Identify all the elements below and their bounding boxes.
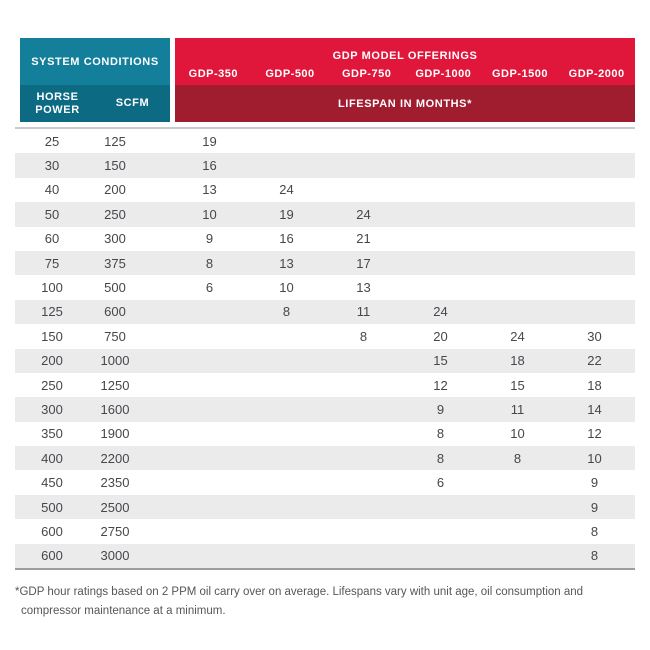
- table-row: [15, 300, 635, 324]
- horsepower-cell: 200: [41, 353, 63, 369]
- table-row: [15, 349, 635, 373]
- scfm-cell: 1250: [100, 377, 130, 393]
- table-row: [15, 397, 635, 421]
- lifespan-cell: 13: [356, 280, 371, 296]
- scfm-cell: 150: [104, 158, 126, 174]
- scfm-cell: 2500: [100, 499, 130, 515]
- table-row: [15, 324, 635, 348]
- model-column-header: GDP-1500: [492, 68, 548, 80]
- lifespan-cell: 9: [590, 475, 599, 491]
- lifespan-cell: 24: [510, 328, 525, 344]
- horsepower-cell: 400: [41, 450, 63, 466]
- table-row: [15, 129, 635, 153]
- horsepower-cell: 40: [44, 182, 60, 198]
- horsepower-cell: 75: [44, 255, 60, 271]
- table-row: [15, 178, 635, 202]
- footnote: *GDP hour ratings based on 2 PPM oil carry over on average. Lifespans vary with unit age, oil consumption and compressor maintenance at a minimum.: [15, 586, 584, 617]
- lifespan-cell: 18: [510, 353, 525, 369]
- horsepower-cell: 125: [41, 304, 63, 320]
- lifespan-cell: 24: [356, 206, 371, 222]
- horsepower-cell: 300: [41, 401, 63, 417]
- table-row: [15, 251, 635, 275]
- lifespan-cell: 24: [433, 304, 448, 320]
- model-column-header: GDP-750: [341, 68, 392, 80]
- model-column-headers: [175, 63, 635, 85]
- table-row: [15, 422, 635, 446]
- horse-power-label-line2: POWER: [35, 103, 80, 116]
- lifespan-cell: 10: [202, 206, 217, 222]
- lifespan-cell: 16: [279, 231, 294, 247]
- lifespan-cell: 16: [202, 158, 217, 174]
- model-column-header: GDP-350: [188, 68, 238, 80]
- lifespan-cell: 8: [205, 255, 214, 271]
- lifespan-cell: 14: [587, 401, 602, 417]
- scfm-cell: 200: [104, 182, 126, 198]
- scfm-cell: 600: [104, 304, 126, 320]
- lifespan-cell: 10: [587, 450, 602, 466]
- table-row: [15, 153, 635, 177]
- table-row: [15, 275, 635, 299]
- scfm-cell: 500: [104, 280, 126, 296]
- horsepower-cell: 25: [44, 133, 60, 149]
- lifespan-cell: 8: [359, 328, 368, 344]
- table-body: [15, 127, 635, 570]
- horsepower-cell: 500: [41, 499, 63, 515]
- lifespan-cell: 21: [356, 231, 371, 247]
- lifespan-cell: 6: [436, 475, 445, 491]
- table-row: [15, 495, 635, 519]
- horse-power-column-header: [20, 85, 95, 122]
- model-column-header: GDP-1000: [415, 68, 472, 80]
- table-row: [15, 446, 635, 470]
- scfm-cell: 1000: [100, 353, 130, 369]
- model-column-header: GDP-2000: [568, 68, 625, 80]
- lifespan-cell: 8: [513, 450, 522, 466]
- scfm-cell: 1600: [100, 401, 130, 417]
- scfm-cell: 125: [104, 133, 126, 149]
- lifespan-cell: 12: [433, 377, 448, 393]
- lifespan-cell: 15: [510, 377, 525, 393]
- lifespan-cell: 11: [356, 304, 371, 320]
- gdp-models-header-band: [175, 38, 635, 85]
- lifespan-cell: 9: [590, 499, 599, 515]
- lifespan-cell: 8: [436, 450, 445, 466]
- horsepower-cell: 350: [41, 426, 63, 442]
- scfm-cell: 2750: [100, 523, 130, 539]
- lifespan-cell: 8: [590, 548, 599, 564]
- horsepower-cell: 60: [44, 231, 60, 247]
- table-row: [15, 544, 635, 568]
- lifespan-cell: 9: [436, 401, 445, 417]
- horsepower-cell: 150: [41, 328, 63, 344]
- horsepower-cell: 600: [41, 548, 63, 564]
- scfm-cell: 750: [104, 328, 126, 344]
- lifespan-cell: 8: [590, 523, 599, 539]
- lifespan-cell: 24: [279, 182, 294, 198]
- lifespan-cell: 13: [202, 182, 217, 198]
- scfm-column-header: SCFM: [115, 97, 150, 109]
- lifespan-cell: 8: [282, 304, 291, 320]
- lifespan-cell: 12: [587, 426, 602, 442]
- lifespan-cell: 15: [433, 353, 448, 369]
- lifespan-cell: 10: [279, 280, 294, 296]
- lifespan-cell: 6: [205, 280, 214, 296]
- lifespan-cell: 10: [510, 426, 525, 442]
- subheader-row: [20, 85, 170, 122]
- lifespan-in-months-header: LIFESPAN IN MONTHS*: [175, 85, 635, 122]
- gdp-models-header-block: [175, 38, 635, 122]
- table-row: [15, 470, 635, 494]
- scfm-cell: 250: [104, 206, 126, 222]
- scfm-cell: 3000: [100, 548, 130, 564]
- scfm-cell: 2350: [100, 475, 130, 491]
- horsepower-cell: 50: [44, 206, 60, 222]
- lifespan-cell: 13: [279, 255, 294, 271]
- scfm-cell: 300: [104, 231, 126, 247]
- horsepower-cell: 250: [41, 377, 63, 393]
- table-row: [15, 373, 635, 397]
- horsepower-cell: 100: [41, 280, 63, 296]
- scfm-cell: 1900: [100, 426, 130, 442]
- scfm-cell: 375: [104, 255, 126, 271]
- lifespan-cell: 19: [279, 206, 294, 222]
- lifespan-cell: 18: [587, 377, 602, 393]
- lifespan-cell: 11: [510, 401, 525, 417]
- horsepower-cell: 450: [41, 475, 63, 491]
- table-row: [15, 202, 635, 226]
- table-row: [15, 227, 635, 251]
- lifespan-cell: 19: [202, 133, 217, 149]
- lifespan-cell: 22: [587, 353, 602, 369]
- table-row: [15, 519, 635, 543]
- lifespan-cell: 17: [356, 255, 371, 271]
- lifespan-cell: 20: [433, 328, 448, 344]
- model-column-header: GDP-500: [265, 68, 315, 80]
- lifespan-cell: 30: [587, 328, 602, 344]
- horse-power-label-line1: HORSE: [36, 90, 79, 103]
- system-conditions-header-block: [20, 38, 170, 122]
- horsepower-cell: 600: [41, 523, 63, 539]
- gdp-model-offerings-title: GDP MODEL OFFERINGS: [332, 50, 478, 62]
- scfm-cell: 2200: [100, 450, 130, 466]
- horsepower-cell: 30: [44, 158, 60, 174]
- system-conditions-header: SYSTEM CONDITIONS: [20, 38, 170, 85]
- lifespan-cell: 9: [205, 231, 214, 247]
- lifespan-cell: 8: [436, 426, 445, 442]
